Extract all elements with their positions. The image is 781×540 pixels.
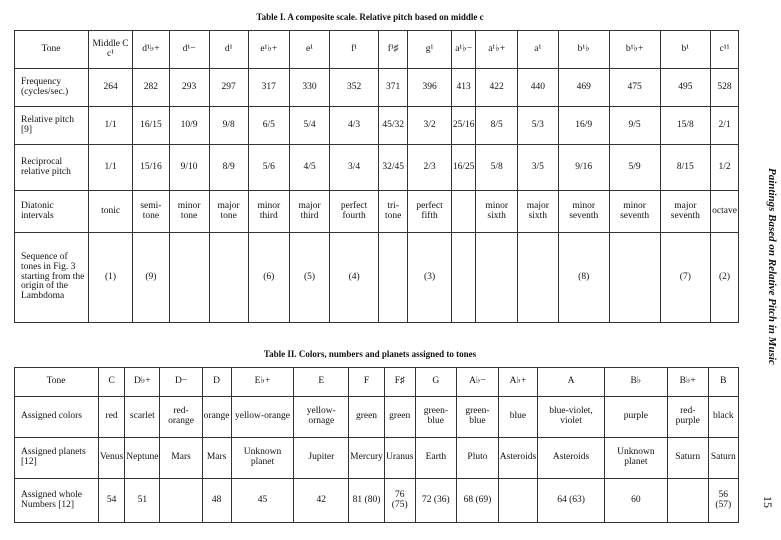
tone-header: B♭+ <box>667 368 708 397</box>
tone-header: f¹♯ <box>378 31 407 69</box>
table-cell: (9) <box>133 233 170 323</box>
table-cell: 16/15 <box>133 107 170 145</box>
table-cell: minor sixth <box>476 191 517 233</box>
table-cell: 371 <box>378 69 407 107</box>
table-cell <box>609 233 660 323</box>
table-cell: 264 <box>89 69 133 107</box>
composite-scale-table <box>14 30 739 323</box>
table-cell: 64 (63) <box>538 479 605 523</box>
table-cell: (3) <box>408 233 451 323</box>
tone-header: d¹♭+ <box>133 31 170 69</box>
tone-header: b¹ <box>660 31 711 69</box>
table-cell: 56 (57) <box>708 479 738 523</box>
tone-header: a¹♭− <box>451 31 476 69</box>
table-cell: 8/5 <box>476 107 517 145</box>
table-cell: 422 <box>476 69 517 107</box>
table-cell: minor seventh <box>609 191 660 233</box>
table-cell: Mars <box>202 438 231 479</box>
table-cell: green-blue <box>457 397 499 438</box>
table-cell: scarlet <box>125 397 160 438</box>
table-row <box>15 145 739 191</box>
tone-header: a¹ <box>517 31 558 69</box>
table-cell: (2) <box>711 233 739 323</box>
table-cell: 9/10 <box>169 145 209 191</box>
tone-header: F <box>349 368 385 397</box>
table-cell: Jupiter <box>294 438 349 479</box>
table-cell: 8/15 <box>660 145 711 191</box>
tone-header: f¹ <box>330 31 379 69</box>
table-cell: perfect fifth <box>408 191 451 233</box>
table-cell: green <box>349 397 385 438</box>
table-cell: 2/1 <box>711 107 739 145</box>
row-label: Tone <box>15 31 89 69</box>
table-cell: 5/8 <box>476 145 517 191</box>
table-cell: 3/5 <box>517 145 558 191</box>
table-cell: 352 <box>330 69 379 107</box>
table-row <box>15 368 739 397</box>
table-cell: Asteroids <box>498 438 537 479</box>
table-cell: 25/16 <box>451 107 476 145</box>
table-row <box>15 438 739 479</box>
table-cell: 1/1 <box>89 107 133 145</box>
tone-header: F♯ <box>384 368 415 397</box>
table-cell: major sixth <box>517 191 558 233</box>
table-cell: 16/9 <box>558 107 609 145</box>
page-number: 15 <box>761 496 775 508</box>
table-cell: 3/4 <box>330 145 379 191</box>
table-cell: Earth <box>415 438 457 479</box>
table-cell: Mars <box>160 438 202 479</box>
table-cell: blue-violet, violet <box>538 397 605 438</box>
table-cell: 440 <box>517 69 558 107</box>
table-cell: (5) <box>289 233 329 323</box>
table-cell: minor seventh <box>558 191 609 233</box>
table-cell: 32/45 <box>378 145 407 191</box>
table-cell: 76 (75) <box>384 479 415 523</box>
table-cell <box>169 233 209 323</box>
table-cell: black <box>708 397 738 438</box>
table-row <box>15 31 739 69</box>
table-cell: (8) <box>558 233 609 323</box>
table-cell: major tone <box>209 191 248 233</box>
row-label: Assigned planets [12] <box>15 438 99 479</box>
table-cell: 68 (69) <box>457 479 499 523</box>
table-cell: 45 <box>231 479 294 523</box>
running-head: Paintings Based on Relative Pitch in Music <box>766 168 778 365</box>
table-cell: 413 <box>451 69 476 107</box>
table-cell: 4/3 <box>330 107 379 145</box>
table-cell: major seventh <box>660 191 711 233</box>
table-cell <box>667 479 708 523</box>
row-label: Reciprocal relative pitch <box>15 145 89 191</box>
table-cell: 16/25 <box>451 145 476 191</box>
table-cell: green-blue <box>415 397 457 438</box>
table-cell: green <box>384 397 415 438</box>
tone-header: d¹− <box>169 31 209 69</box>
tone-header: A <box>538 368 605 397</box>
table-cell: (7) <box>660 233 711 323</box>
table-cell: orange <box>202 397 231 438</box>
table-cell: 9/8 <box>209 107 248 145</box>
tone-header: D <box>202 368 231 397</box>
table-cell: yellow-ornage <box>294 397 349 438</box>
table-cell: 60 <box>604 479 667 523</box>
tone-header: D♭+ <box>125 368 160 397</box>
tone-header: A♭− <box>457 368 499 397</box>
table-cell: 15/16 <box>133 145 170 191</box>
table-row <box>15 479 739 523</box>
table-cell: red-purple <box>667 397 708 438</box>
table-cell: 72 (36) <box>415 479 457 523</box>
table-cell <box>160 479 202 523</box>
tone-header: a¹♭+ <box>476 31 517 69</box>
table-cell: purple <box>604 397 667 438</box>
table-cell: 54 <box>99 479 125 523</box>
table-cell: 5/6 <box>248 145 289 191</box>
table-cell: (4) <box>330 233 379 323</box>
table-cell <box>378 233 407 323</box>
table-cell: (1) <box>89 233 133 323</box>
tone-header: B♭ <box>604 368 667 397</box>
table-cell: red <box>99 397 125 438</box>
tone-header: d¹ <box>209 31 248 69</box>
tone-header: Middle C c¹ <box>89 31 133 69</box>
table-cell: major third <box>289 191 329 233</box>
tone-header: c¹¹ <box>711 31 739 69</box>
table-cell: 1/2 <box>711 145 739 191</box>
table-cell <box>476 233 517 323</box>
table-cell: perfect fourth <box>330 191 379 233</box>
table-cell <box>209 233 248 323</box>
tone-header: b¹♭+ <box>609 31 660 69</box>
table-cell: Asteroids <box>538 438 605 479</box>
tone-header: E <box>294 368 349 397</box>
table-cell: 8/9 <box>209 145 248 191</box>
table-cell: 4/5 <box>289 145 329 191</box>
table-cell: minor third <box>248 191 289 233</box>
table-cell: 5/4 <box>289 107 329 145</box>
table-cell: semi-tone <box>133 191 170 233</box>
table-cell: 42 <box>294 479 349 523</box>
tone-header: e¹ <box>289 31 329 69</box>
table-cell: 6/5 <box>248 107 289 145</box>
table-cell: 282 <box>133 69 170 107</box>
table-cell: Saturn <box>708 438 738 479</box>
table-cell: minor tone <box>169 191 209 233</box>
table-cell: Saturn <box>667 438 708 479</box>
table-cell: Unknown planet <box>604 438 667 479</box>
colors-planets-table <box>14 367 739 523</box>
table-cell: 10/9 <box>169 107 209 145</box>
table-cell: 297 <box>209 69 248 107</box>
table-cell: 475 <box>609 69 660 107</box>
table-cell <box>451 233 476 323</box>
table-cell: Unknown planet <box>231 438 294 479</box>
table-cell: 48 <box>202 479 231 523</box>
table-cell: 3/2 <box>408 107 451 145</box>
table-cell: 9/16 <box>558 145 609 191</box>
table-cell: 317 <box>248 69 289 107</box>
tone-header: b¹♭ <box>558 31 609 69</box>
table-cell: 5/3 <box>517 107 558 145</box>
table-cell: 293 <box>169 69 209 107</box>
table-cell: (6) <box>248 233 289 323</box>
table-row <box>15 191 739 233</box>
table1-caption: Table I. A composite scale. Relative pitch based on middle c <box>256 12 484 22</box>
tone-header: C <box>99 368 125 397</box>
table-cell: 9/5 <box>609 107 660 145</box>
table-cell: red-orange <box>160 397 202 438</box>
row-label: Assigned whole Numbers [12] <box>15 479 99 523</box>
table-cell: tonic <box>89 191 133 233</box>
table-cell: 81 (80) <box>349 479 385 523</box>
tone-header: D− <box>160 368 202 397</box>
tone-header: G <box>415 368 457 397</box>
table-cell: tri-tone <box>378 191 407 233</box>
row-label: Frequency (cycles/sec.) <box>15 69 89 107</box>
table-row <box>15 397 739 438</box>
tone-header: g¹ <box>408 31 451 69</box>
table-cell: Uranus <box>384 438 415 479</box>
table-cell: 396 <box>408 69 451 107</box>
table-cell: Neptune <box>125 438 160 479</box>
tone-header: A♭+ <box>498 368 537 397</box>
table-cell: 330 <box>289 69 329 107</box>
row-label: Relative pitch [9] <box>15 107 89 145</box>
row-label: Tone <box>15 368 99 397</box>
table-cell: 51 <box>125 479 160 523</box>
table-cell: octave <box>711 191 739 233</box>
table-cell: blue <box>498 397 537 438</box>
table-row <box>15 233 739 323</box>
table-cell: Pluto <box>457 438 499 479</box>
row-label: Diatonic intervals <box>15 191 89 233</box>
table-cell: 2/3 <box>408 145 451 191</box>
table-cell: Mercury <box>349 438 385 479</box>
row-label: Assigned colors <box>15 397 99 438</box>
table-cell <box>451 191 476 233</box>
table-cell: 15/8 <box>660 107 711 145</box>
table-cell: yellow-orange <box>231 397 294 438</box>
table-cell: 495 <box>660 69 711 107</box>
table-cell: 1/1 <box>89 145 133 191</box>
table-row <box>15 107 739 145</box>
tone-header: e¹♭+ <box>248 31 289 69</box>
table-cell <box>498 479 537 523</box>
table-cell: 528 <box>711 69 739 107</box>
table-cell: 469 <box>558 69 609 107</box>
table-cell: 5/9 <box>609 145 660 191</box>
table-cell: Venus <box>99 438 125 479</box>
table2-caption: Table II. Colors, numbers and planets assigned to tones <box>263 349 477 359</box>
table-row <box>15 69 739 107</box>
tone-header: E♭+ <box>231 368 294 397</box>
tone-header: B <box>708 368 738 397</box>
table-cell: 45/32 <box>378 107 407 145</box>
table-cell <box>517 233 558 323</box>
row-label: Sequence of tones in Fig. 3 starting from the origin of the Lambdoma <box>15 233 89 323</box>
